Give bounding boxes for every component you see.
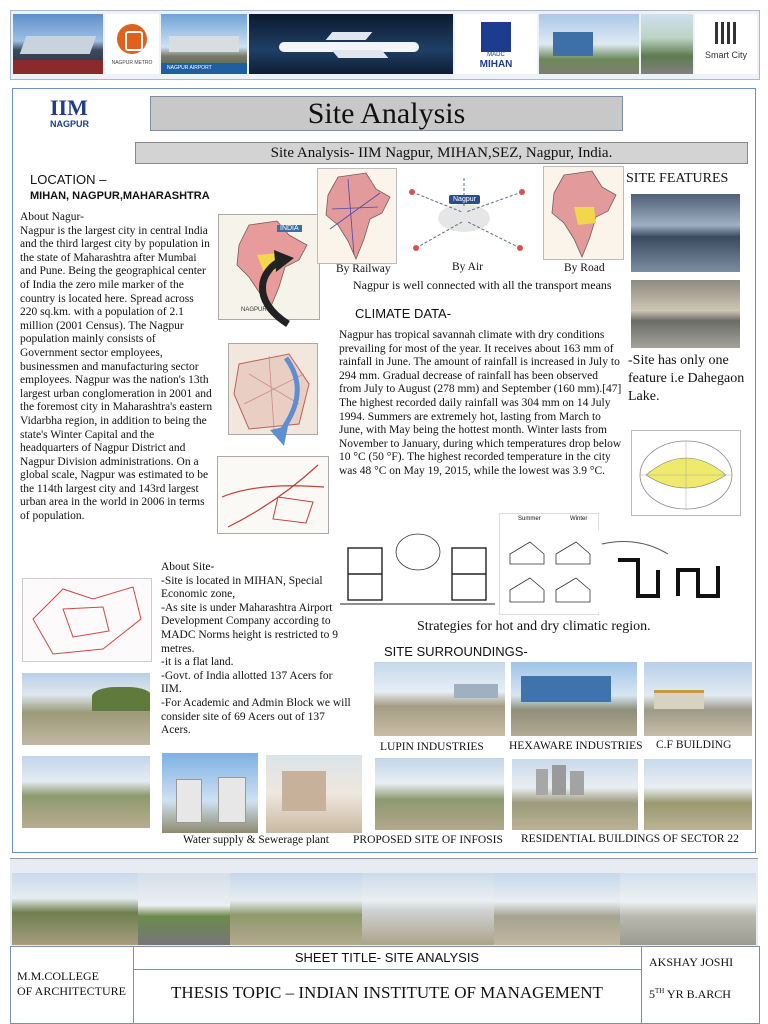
- header-photo-airport: [161, 14, 247, 74]
- cf-building-photo: [644, 662, 752, 736]
- road-caption: By Road: [564, 262, 605, 274]
- header-photo-building: [539, 14, 639, 74]
- strategy-sketch-section: [340, 520, 495, 612]
- railway-map: [317, 168, 397, 264]
- surroundings-heading: SITE SURROUNDINGS-: [384, 644, 528, 659]
- nagpur-metro-logo: [105, 14, 159, 74]
- india-map-label: INDIA: [277, 225, 302, 232]
- bottom-photo-strip: [10, 858, 758, 948]
- lupin-photo: [374, 662, 505, 736]
- smart-city-text: Smart City: [704, 50, 747, 60]
- subtitle: Site Analysis- IIM Nagpur, MIHAN,SEZ, Nagpur, India.: [270, 145, 613, 161]
- iim-logo: [50, 97, 100, 129]
- residential-photo: [512, 759, 638, 830]
- strip-photo-4: [362, 873, 494, 945]
- residential-photo-2: [644, 759, 752, 830]
- mihan-text: MIHAN: [479, 59, 513, 70]
- airport-sign-text: NAGPUR AIRPORT: [161, 63, 247, 74]
- college-name: M.M.COLLEGE OF ARCHITECTURE: [17, 969, 127, 998]
- cf-caption: C.F BUILDING: [656, 739, 732, 751]
- year-info: [649, 987, 731, 1002]
- header-photo-road: [641, 14, 693, 74]
- location-body: About Nagur- Nagpur is the largest city in central India and the third largest city by population in the state of Maharashtra after Mumbai and Pune. Being the geographical center of India the zero mile marker of the country is located here. Spread across 220 sq.km. with a population of 2.1 million (2001 Census). The Nagpur population mainly consists of Government sector employees, businessmen and manufacturing sector employees. Nagpur was the nation's 13th largest urban conglomeration in 2001 and the foremost city in Maharashtra's eastern Vidarbha region, in addition to being the state's Winter Capital and the headquarters of Nagpur District and Nagpur Division administrations. On a global scale, Nagpur was estimated to be the 114th largest city and 143rd largest urban area in the world in 2006 in terms of population.: [20, 211, 213, 523]
- header-strip: [10, 10, 760, 80]
- smart-city-logo: [695, 14, 757, 74]
- nagpur-map-label: NAGPUR: [241, 307, 267, 313]
- infosis-photo: [375, 758, 504, 830]
- author-name: AKSHAY JOSHI: [649, 955, 734, 969]
- strategy-sketch-wind: [598, 530, 738, 612]
- site-photo-2: [22, 756, 150, 828]
- air-routes: [402, 172, 532, 258]
- air-caption: By Air: [452, 261, 483, 273]
- mihan-logo: [455, 14, 537, 74]
- lake-photo-1: [631, 194, 740, 272]
- madc-text: MADC: [487, 52, 505, 58]
- metro-logo-text: NAGPUR METRO: [111, 60, 153, 66]
- about-site-body: About Site- -Site is located in MIHAN, Special Economic zone, -As site is under Maharashtra Airport Development Company according to MADC Norms height is restricted to 9 metres. -it is a flat land. -Govt. of India allotted 137 Acers for IIM. -For Academic and Admin Block we will consider site of 69 Acers out of 137 Acers.: [161, 561, 351, 737]
- water-caption: Water supply & Sewerage plant: [183, 834, 329, 846]
- frame-left: [12, 88, 13, 853]
- sewerage-plant-photo: [266, 755, 362, 833]
- site-photo-1: [22, 673, 150, 745]
- strip-photo-6: [620, 873, 756, 945]
- strategies-caption: Strategies for hot and dry climatic region.: [417, 619, 651, 634]
- sun-path-diagram: [631, 430, 741, 516]
- site-plan-map: [22, 578, 152, 662]
- subtitle-bar: [135, 142, 748, 164]
- header-photo-aircraft: [249, 14, 453, 74]
- page-title: Site Analysis: [307, 97, 466, 130]
- location-heading: LOCATION –: [30, 172, 107, 187]
- water-tank-photo: [162, 753, 258, 833]
- iim-logo-line2: NAGPUR: [50, 119, 90, 129]
- year-sup: TH: [655, 987, 665, 995]
- strip-photo-5: [494, 873, 620, 945]
- hexaware-caption: HEXAWARE INDUSTRIES: [509, 740, 643, 752]
- iim-logo-line1: IIM: [50, 95, 88, 120]
- thesis-topic: THESIS TOPIC – INDIAN INSTITUTE OF MANAGEMENT: [171, 983, 603, 1002]
- lupin-caption: LUPIN INDUSTRIES: [380, 741, 484, 753]
- strategy-sketch-seasons: [499, 513, 599, 615]
- strip-photo-3: [230, 873, 362, 945]
- sheet-title: SHEET TITLE- SITE ANALYSIS: [133, 947, 641, 970]
- climate-body: Nagpur has tropical savannah climate with dry conditions prevailing for most of the year. It receives about 163 mm of rainfall in June. The amount of rainfall is increased in July to 294 mm. Gradual decrease of rainfall has been observed from July to August (278 mm) and September (160 mm).[47] The highest recorded daily rainfall was 304 mm on 14 July 1994. Summers are extremely hot, lasting from March to June, with May being the hottest month. Winter lasts from November to January, during which temperatures drop below 10 °C (50 °F). The highest recorded temperature in the city was 48 °C on May 19, 2015, while the lowest was 3.9 °C.: [339, 329, 622, 477]
- site-features-heading: SITE FEATURES: [626, 171, 729, 186]
- footer: [10, 946, 760, 1024]
- frame-bottom: [12, 852, 756, 853]
- header-photo-terminal: [13, 14, 103, 74]
- year-num: 5: [649, 987, 655, 1001]
- hexaware-photo: [511, 662, 637, 736]
- summer-label: Summer: [518, 516, 541, 522]
- road-map: [543, 166, 624, 260]
- strip-photo-2: [138, 873, 230, 945]
- climate-heading: CLIMATE DATA-: [355, 306, 452, 321]
- railway-caption: By Railway: [336, 263, 391, 275]
- winter-label: Winter: [570, 516, 588, 522]
- strip-photo-1: [12, 873, 138, 945]
- location-arrows: [240, 250, 310, 500]
- residential-caption: RESIDENTIAL BUILDINGS OF SECTOR 22: [521, 833, 739, 845]
- year-rest: YR B.ARCH: [664, 987, 731, 1001]
- air-badge: Nagpur: [449, 195, 480, 204]
- transport-note: Nagpur is well connected with all the transport means: [353, 278, 612, 292]
- site-features-note: -Site has only one feature i.e Dahegaon Lake.: [628, 353, 745, 404]
- page-title-box: [150, 96, 623, 131]
- location-subheading: MIHAN, NAGPUR,MAHARASHTRA: [30, 190, 210, 202]
- lake-photo-2: [631, 280, 740, 348]
- infosis-caption: PROPOSED SITE OF INFOSIS: [353, 834, 503, 846]
- frame-top: [12, 88, 756, 89]
- frame-right: [755, 88, 756, 853]
